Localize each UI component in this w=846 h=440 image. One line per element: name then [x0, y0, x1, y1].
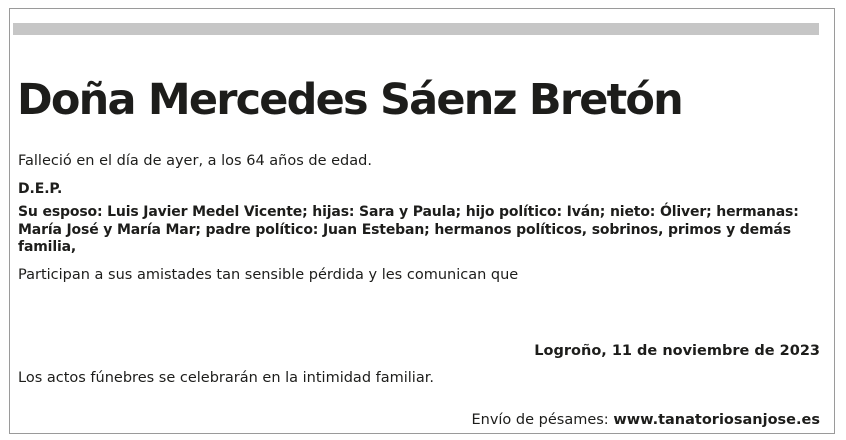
death-note: Falleció en el día de ayer, a los 64 años de edad.: [18, 153, 372, 169]
announcement-text: Participan a sus amistades tan sensible pérdida y les comunican que: [18, 267, 519, 283]
funeral-note: Los actos fúnebres se celebrarán en la intimidad familiar.: [18, 370, 434, 386]
family-list: Su esposo: Luis Javier Medel Vicente; hijas: Sara y Paula; hijo político: Iván; nieto: Óliver; hermanas: María José y María Mar; padre político: Juan Esteban; hermanos políticos, sobrinos, primos y demás familia,: [18, 204, 799, 255]
condolences-line: [471, 411, 820, 429]
rip-text: D.E.P.: [18, 181, 63, 197]
condolences-label: Envío de pésames:: [471, 412, 609, 428]
condolences-website-link[interactable]: www.tanatoriosanjose.es: [613, 412, 820, 428]
place-date: Logroño, 11 de noviembre de 2023: [534, 343, 820, 359]
header-bar: [13, 23, 819, 35]
deceased-name: Doña Mercedes Sáenz Bretón: [17, 75, 682, 125]
